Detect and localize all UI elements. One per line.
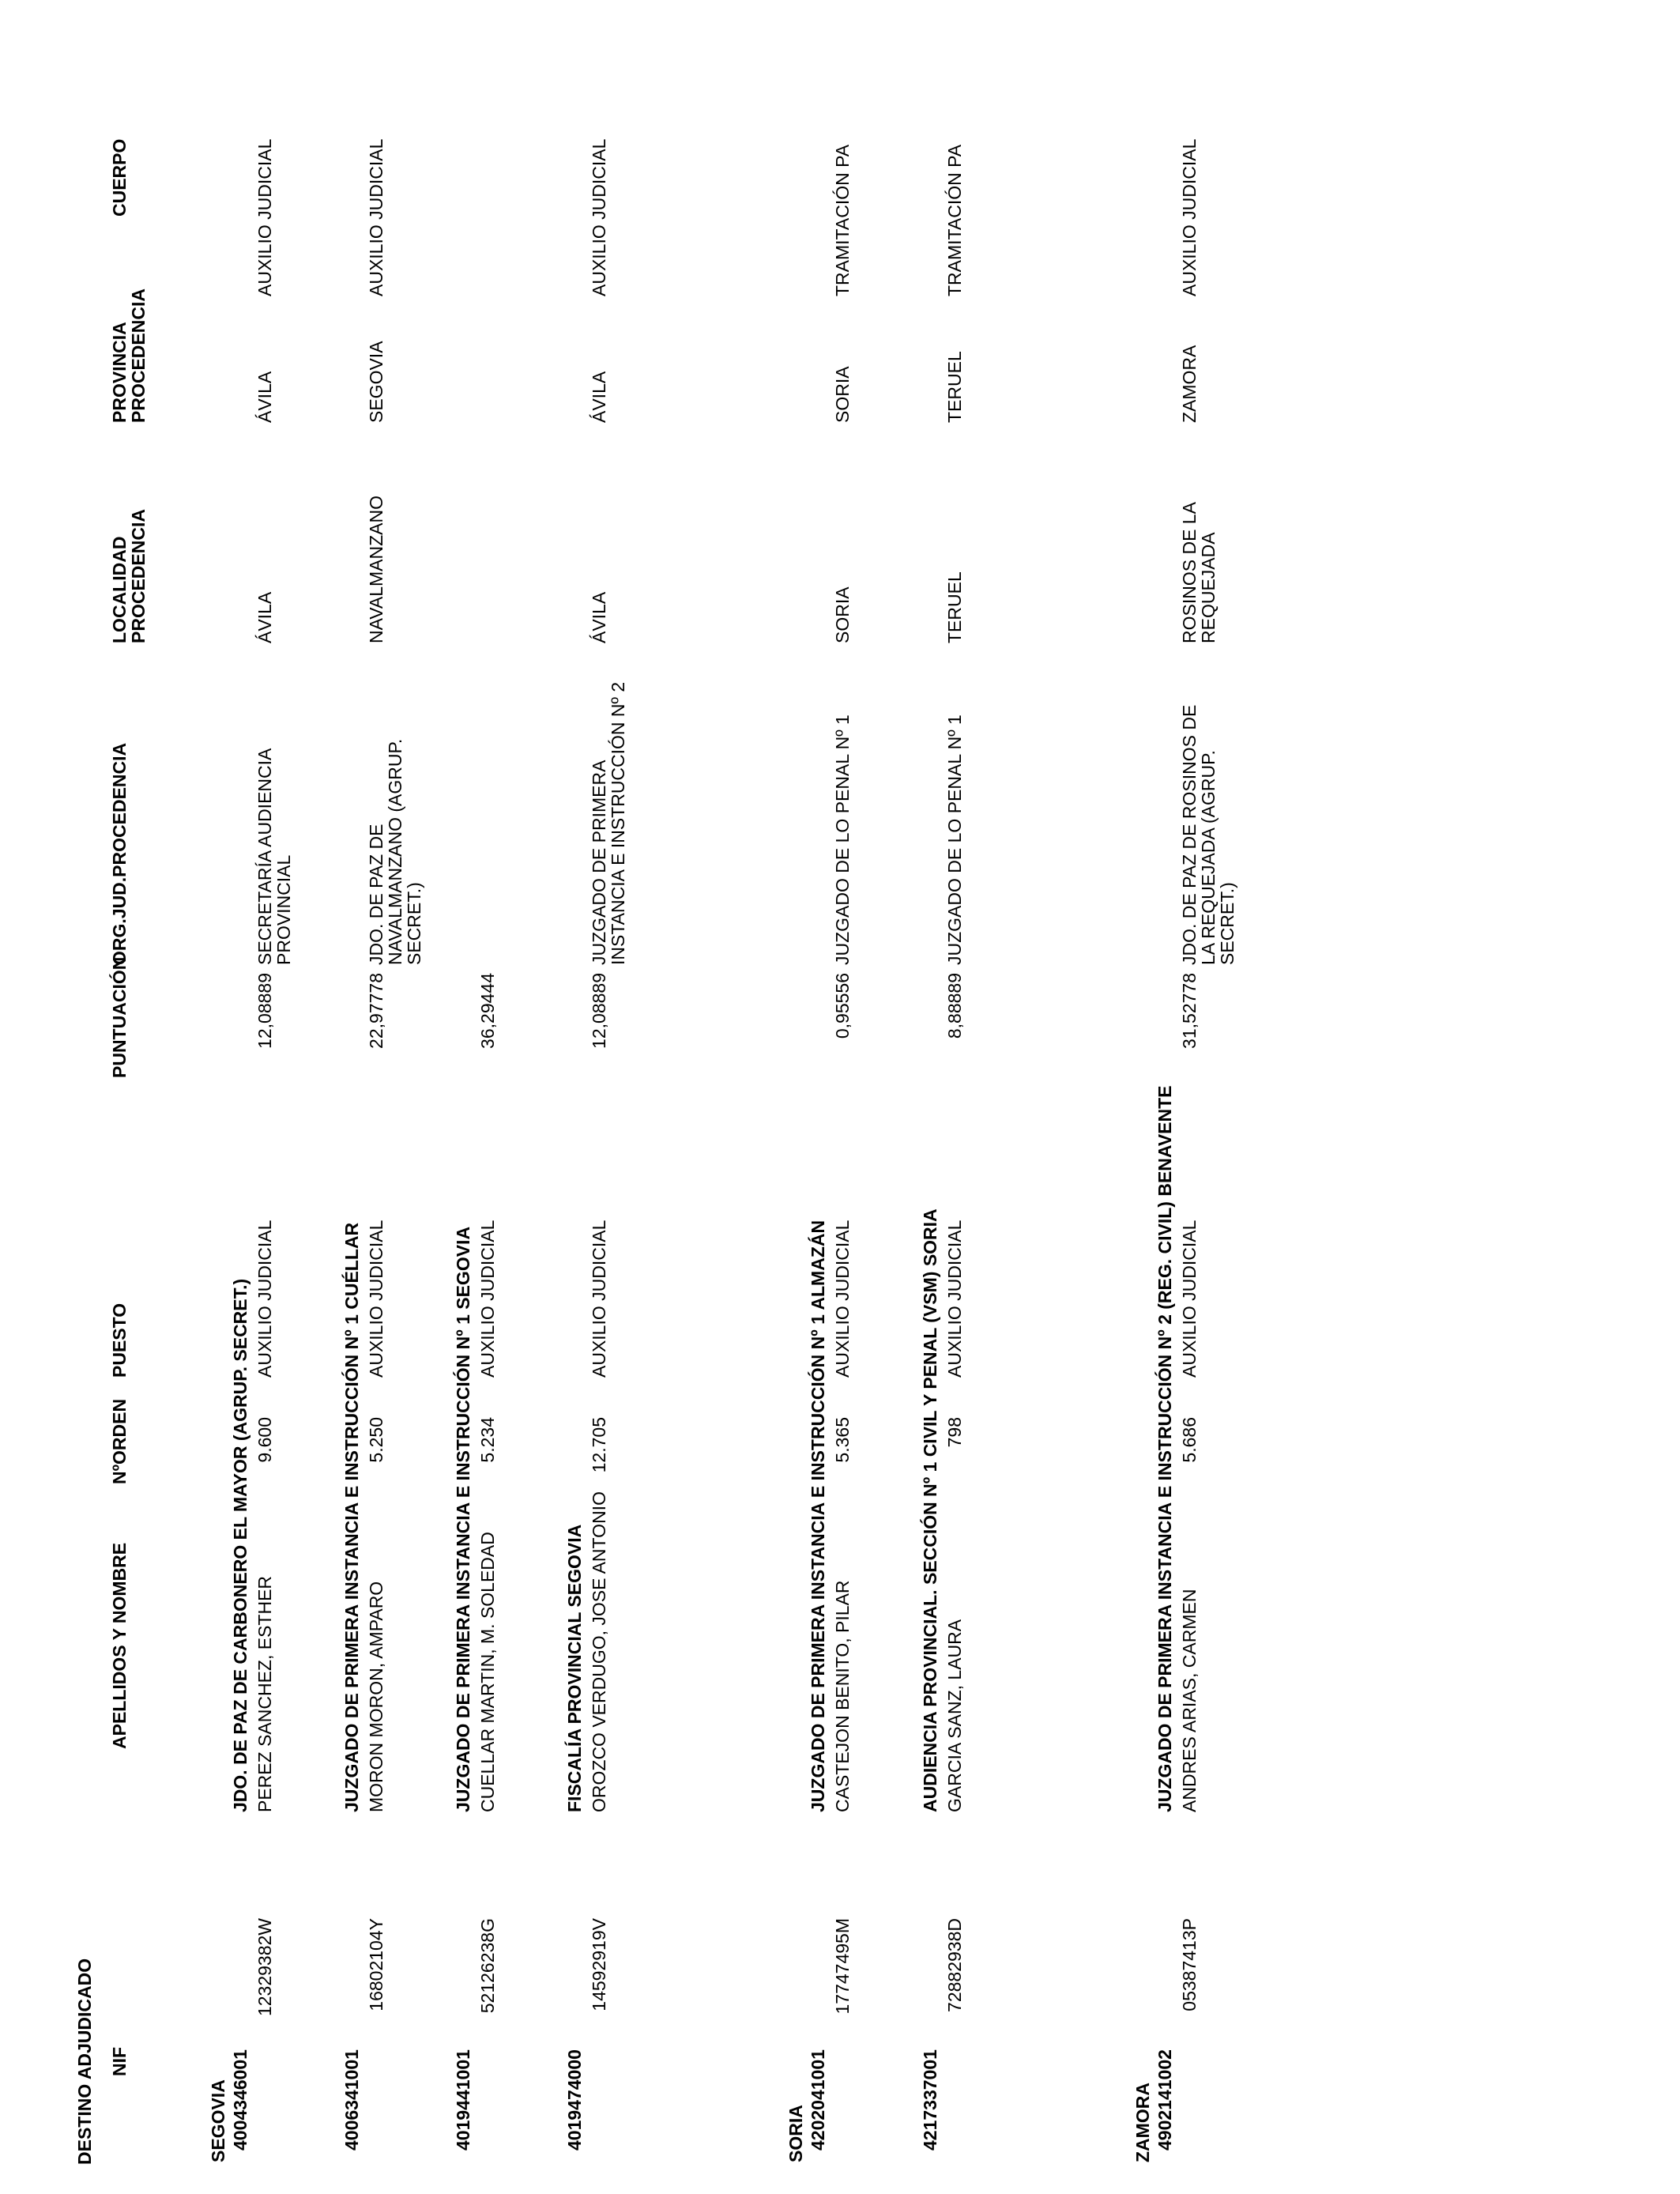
- table-row-nombre: OROZCO VERDUGO, JOSE ANTONIO: [589, 1491, 609, 1812]
- table-row-org: JUZGADO DE LO PENAL Nº 1: [832, 714, 853, 965]
- table-row-localidad: NAVALMANZANO: [366, 495, 386, 643]
- destino-code: 4019441001: [453, 2049, 473, 2151]
- header-puntuacion: PUNTUACIÓN: [109, 956, 130, 1078]
- table-row-localidad: ÁVILA: [589, 591, 609, 643]
- header-apellidos: APELLIDOS Y NOMBRE: [109, 1542, 130, 1749]
- table-row-nombre: MORON MORON, AMPARO: [366, 1581, 386, 1812]
- table-row-org: JDO. DE PAZ DE: [366, 824, 386, 965]
- table-row-org: PROVINCIAL: [273, 854, 294, 965]
- table-row-localidad: REQUEJADA: [1198, 532, 1219, 643]
- destino-code: 4217337001: [920, 2049, 940, 2151]
- table-row-provincia: SEGOVIA: [366, 341, 386, 423]
- table-row-org: LA REQUEJADA (AGRUP.: [1198, 750, 1219, 965]
- table-row-org: JUZGADO DE PRIMERA: [589, 760, 609, 965]
- destino-name: JUZGADO DE PRIMERA INSTANCIA E INSTRUCCIÓN Nº 2 (REG. CIVIL) BENAVENTE: [1155, 1085, 1175, 1812]
- header-localidad-2: PROCEDENCIA: [128, 509, 149, 643]
- table-row-puesto: AUXILIO JUDICIAL: [477, 1220, 498, 1378]
- header-org: ORG.JUD.PROCEDENCIA: [109, 742, 130, 965]
- table-row-provincia: SORIA: [832, 366, 853, 423]
- table-row-provincia: ÁVILA: [254, 371, 275, 423]
- table-row-cuerpo: TRAMITACIÓN PA: [832, 144, 853, 296]
- destino-code: 4019474000: [564, 2049, 585, 2151]
- table-row-org: NAVALMANZANO (AGRUP.: [385, 738, 405, 965]
- document-page: DESTINO ADJUDICADO NIF APELLIDOS Y NOMBRE NºORDEN PUESTO PUNTUACIÓN ORG.JUD.PROCEDENCIA LOCALIDAD PROCEDENCIA PROVINCIA PROCEDENCIA CUERPO SEGOVIA 4004346001 JDO. DE PAZ DE CARBONERO EL MAYOR (AGRUP. SECRET.) 12329382W PEREZ SANCHEZ, ESTHER 9.600 AUXILIO JUDICIAL 12,08889 SECRETARÍA AUDIENCIA PROVINCIAL ÁVILA ÁVILA AUXILIO JUDICIAL 4006341001 JUZGADO DE PRIMERA INSTANCIA E INSTRUCCIÓN Nº 1 CUÉLLAR 16802104Y MORON MORON, AMPARO 5.250 AUXILIO JUDICIAL 22,97778 JDO. DE PAZ DE NAVALMANZANO (AGRUP. SECRET.) NAVALMANZANO SEGOVIA AUXILIO JUDICIAL 4019441001 JUZGADO DE PRIMERA INSTANCIA E INSTRUCCIÓN Nº 1 SEGOVIA 52126238G CUELLAR MARTIN, M. SOLEDAD 5.234 AUXILIO JUDICIAL 36,29444 4019474000 FISCALÍA PROVINCIAL SEGOVIA 14592919V OROZCO VERDUGO, JOSE ANTONIO 12.705 AUXILIO JUDICIAL 12,08889 JUZGADO DE PRIMERA INSTANCIA E INSTRUCCIÓN Nº 2 ÁVILA ÁVILA AUXILIO JUDICIAL SORIA 4202041001 JUZGADO DE PRIMERA INSTANCIA E INSTRUCCIÓN Nº 1 ALMAZÁN 17747495M CASTEJON BENITO, PILAR 5.365 AUXILIO JUDICIAL 0,95556 JUZGADO DE LO PENAL Nº 1 SORIA SORIA TRAMITACIÓN PA 4217337001 AUDIENCIA PROVINCIAL. SECCIÓN Nº 1 CIVIL Y PENAL (VSM) SORIA 72882938D GARCIA SANZ, LAURA 798 AUXILIO JUDICIAL 8,88889 JUZGADO DE LO PENAL Nº 1 TERUEL TERUEL TRAMITACIÓN PA ZAMORA 4902141002 JUZGADO DE PRIMERA INSTANCIA E INSTRUCCIÓN Nº 2 (REG. CIVIL) BENAVENTE 05387413P ANDRES ARIAS, CARMEN 5.686 AUXILIO JUDICIAL 31,52778 JDO. DE PAZ DE ROSINOS DE LA REQUEJADA (AGRUP. SECRET.) ROSINOS DE LA REQUEJADA ZAMORA AUXILIO JUDICIAL: [74, 138, 1237, 2165]
- table-row-cuerpo: TRAMITACIÓN PA: [944, 144, 965, 296]
- table-row-org: SECRET.): [404, 882, 424, 965]
- header-norden: NºORDEN: [109, 1398, 130, 1484]
- header-puesto: PUESTO: [109, 1302, 130, 1378]
- table-row-puesto: AUXILIO JUDICIAL: [366, 1220, 386, 1378]
- table-row-provincia: ÁVILA: [589, 371, 609, 423]
- table-row-nombre: GARCIA SANZ, LAURA: [944, 1619, 965, 1812]
- table-row-org: INSTANCIA E INSTRUCCIÓN Nº 2: [608, 681, 628, 965]
- header-cuerpo: CUERPO: [109, 138, 130, 217]
- destino-name: JUZGADO DE PRIMERA INSTANCIA E INSTRUCCIÓN Nº 1 SEGOVIA: [453, 1226, 473, 1812]
- destino-name: JUZGADO DE PRIMERA INSTANCIA E INSTRUCCIÓN Nº 1 CUÉLLAR: [341, 1222, 362, 1812]
- table-row-org: SECRET.): [1217, 882, 1237, 965]
- table-row-nombre: ANDRES ARIAS, CARMEN: [1179, 1589, 1200, 1812]
- header-localidad-1: LOCALIDAD: [109, 536, 130, 643]
- header-provincia-1: PROVINCIA: [109, 322, 130, 423]
- province-heading: SEGOVIA: [208, 2079, 228, 2162]
- table-row-puesto: AUXILIO JUDICIAL: [254, 1220, 275, 1378]
- destino-code: 4006341001: [341, 2049, 362, 2151]
- table-row-localidad: TERUEL: [944, 571, 965, 643]
- table-row-puesto: AUXILIO JUDICIAL: [832, 1220, 853, 1378]
- header-provincia-2: PROCEDENCIA: [128, 288, 149, 423]
- table-row-nombre: CASTEJON BENITO, PILAR: [832, 1580, 853, 1812]
- table-row-puesto: AUXILIO JUDICIAL: [589, 1220, 609, 1378]
- table-row-cuerpo: AUXILIO JUDICIAL: [254, 138, 275, 296]
- table-row-org: SECRETARÍA AUDIENCIA: [254, 748, 275, 965]
- table-row-localidad: SORIA: [832, 586, 853, 643]
- destino-name: JDO. DE PAZ DE CARBONERO EL MAYOR (AGRUP. SECRET.): [230, 1278, 250, 1812]
- destino-code: 4902141002: [1155, 2049, 1175, 2151]
- table-row-provincia: TERUEL: [944, 351, 965, 423]
- header-nif: NIF: [109, 2046, 130, 2076]
- table-row-nombre: CUELLAR MARTIN, M. SOLEDAD: [477, 1532, 498, 1812]
- table-row-provincia: ZAMORA: [1179, 345, 1200, 423]
- destino-name: FISCALÍA PROVINCIAL SEGOVIA: [564, 1524, 585, 1812]
- table-row-nombre: PEREZ SANCHEZ, ESTHER: [254, 1575, 275, 1812]
- table-row-puesto: AUXILIO JUDICIAL: [944, 1220, 965, 1378]
- table-row-localidad: ROSINOS DE LA: [1179, 502, 1200, 643]
- table-row-localidad: ÁVILA: [254, 591, 275, 643]
- table-row-puesto: AUXILIO JUDICIAL: [1179, 1220, 1200, 1378]
- page-title: DESTINO ADJUDICADO: [74, 1958, 95, 2165]
- table-row-org: JDO. DE PAZ DE ROSINOS DE: [1179, 704, 1200, 965]
- table-row-cuerpo: AUXILIO JUDICIAL: [589, 138, 609, 296]
- destino-name: AUDIENCIA PROVINCIAL. SECCIÓN Nº 1 CIVIL Y PENAL (VSM) SORIA: [920, 1208, 940, 1812]
- province-heading: SORIA: [785, 2105, 806, 2162]
- destino-name: JUZGADO DE PRIMERA INSTANCIA E INSTRUCCIÓN Nº 1 ALMAZÁN: [808, 1220, 828, 1812]
- table-row-cuerpo: AUXILIO JUDICIAL: [366, 138, 386, 296]
- destino-code: 4004346001: [230, 2049, 250, 2151]
- province-heading: ZAMORA: [1132, 2083, 1153, 2162]
- table-row-org: JUZGADO DE LO PENAL Nº 1: [944, 714, 965, 965]
- destino-code: 4202041001: [808, 2049, 828, 2151]
- table-row-cuerpo: AUXILIO JUDICIAL: [1179, 138, 1200, 296]
